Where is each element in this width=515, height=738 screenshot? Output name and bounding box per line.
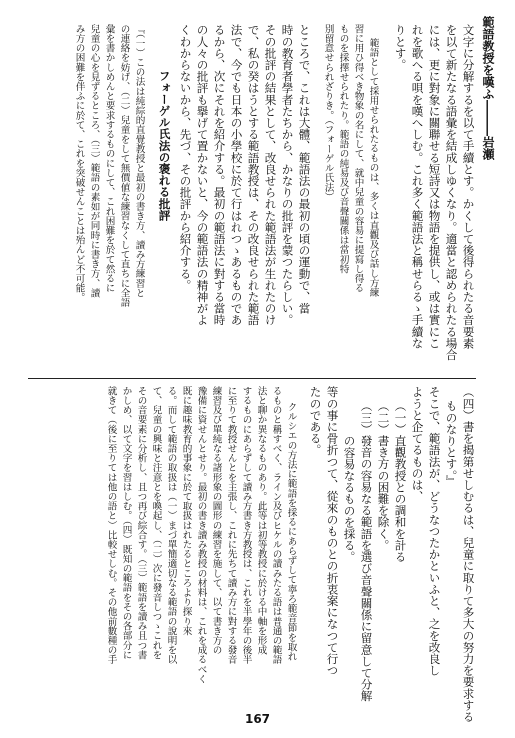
text-column: に至りて教授せんとを主張し、これに先ちて讀み方に對する發音 [225, 386, 237, 665]
text-column: るから、次にそれを紹介する。最初の範語法に對する當時 [212, 24, 227, 326]
text-column: の容易なるものを採る。 [342, 435, 357, 563]
text-column: 兒童の心を見ずるところ、（三）範語の素如が同時に書き方、讀 [88, 24, 100, 298]
text-column: 時の教育者學者たちから、かなりの批評を蒙つたらしい。 [280, 24, 295, 326]
text-column: たのである。 [308, 386, 323, 456]
text-column: て、兒童の興味と注意とを喚起し、（二）次に發音しつゝこれを [150, 386, 162, 660]
text-column: そこで、範語法が、どうなつたかといふと、之を改良し [427, 386, 442, 676]
text-column: くわからないから、先づ、その批評から紹介する。 [178, 24, 193, 291]
text-column: 法で、今でも日本の小學校に於て行はれつゝあるものであ [229, 24, 244, 326]
text-column: その批評の結果として、改良せられた範語法が生れたのけ [263, 24, 278, 326]
text-column: 『（一）この法は純綜的直覺教授と最初の書き方、讀み方練習と [133, 24, 145, 298]
text-column: ようと企てるものは、 [410, 386, 425, 502]
text-column: （三）發音の容易なる範語を選び音聲關係に留意して分解 [359, 400, 374, 702]
text-column: りとす。 [393, 24, 408, 71]
text-column: 練習及び單純なる諸形象の圖形の練習を施して、以て書き方の [210, 386, 222, 655]
text-column: には、更に對象に關聯せる短詩又は物語を提供し、或は實にこ [427, 24, 442, 349]
text-column: 彙を書かしめんと要求するものにして、これ困難を於て然るに [103, 24, 115, 293]
text-column: 文字に分解するを以て手續とす。かくして後得られたる音要素 [461, 24, 476, 349]
running-header: 範語教授を嘆ふ―――岩瀬 [481, 16, 495, 160]
text-column: れを歌へる唄を嘆へしむ。これ多く範語法と稱せらるゝ手續な [410, 24, 425, 349]
text-column: 別留意せられざりき。（フォーゲル氏法） [322, 24, 334, 202]
text-column: ところで、これは大體、範語法の最初の頃の運動で、當 [297, 24, 312, 314]
text-column: で、私の癸はうとする範語教授は、その改良せられた範語 [246, 24, 261, 326]
text-column: （一）直觀教授との調和を計る [393, 400, 408, 563]
text-column: を以て新たなる語彙を結成しゆくなり。適當と認められたる場合 [444, 24, 459, 361]
text-column: 範語として採用せられたるものは、多くは直觀及び話し方練 [367, 38, 379, 298]
text-column: 就きて（後に至りては他の語と）比較せしむ。その他前數種の手 [105, 386, 117, 665]
text-column: るものと稱すべく、ライン及びヒケルの讀みたる語は普通の範語 [270, 386, 282, 665]
text-column: クルシエの方法に範語を採るにあらずして寧ろ範音節を取れ [285, 402, 297, 662]
text-column: 等の事に骨折つて、從來のものとの折衷案になつて行つ [325, 386, 340, 676]
text-column: ものなりとす。』 [444, 400, 459, 487]
text-column: み方の困難を伴ふに於て、これを突破せんことは殆んど不可能。 [73, 24, 85, 303]
text-column: その音要素に分析し、且つ再び綜合す。（三）範語を讀み且つ書 [135, 386, 147, 660]
text-column: 習に用ひ得べき物象の名にして、就中兒童の容易に提寫し得る [352, 24, 364, 293]
section-heading: フォーゲル氏法の褒れる批評 [157, 70, 172, 221]
column-divider [28, 378, 476, 379]
text-column: る。而して範語の取扱は（一）まづ單簡適切なる範語の說明を以 [165, 386, 177, 665]
text-column: 法と聊か異なるものあり。此等は初等教授に於ける中軸を形成 [255, 386, 267, 655]
text-column: するものにあらずして讀み方書き方教授は、これを半學年の後半 [240, 386, 252, 665]
text-column: 既に趣味教育的事象に於て取扱はれたるところより探り來 [180, 386, 192, 636]
page-number: 167 [244, 712, 271, 726]
text-column: 豫備に資せんとせり。最初の書き讀み教授の材料は、これを成るべく [195, 386, 207, 684]
text-column: の人々の批評も擧げて置かないと、今の範語法の精神がよ [195, 24, 210, 326]
text-column: （四）書を揭第せしむるは、兒童に取りて多大の努力を要求する [461, 386, 476, 723]
text-column: の連絡を妨げ、（二）兒童をして無價値な練習なくして直ちに全語 [118, 24, 130, 308]
text-column: （二）書き方の困難を除く。 [376, 400, 391, 551]
text-column: かしめ、以て文字を習はしむ。（四）既知の範語をその各部分に [120, 386, 132, 660]
text-column: ものを採擇せられたり。範語の純易及び音聲關係は當初特 [337, 24, 349, 274]
